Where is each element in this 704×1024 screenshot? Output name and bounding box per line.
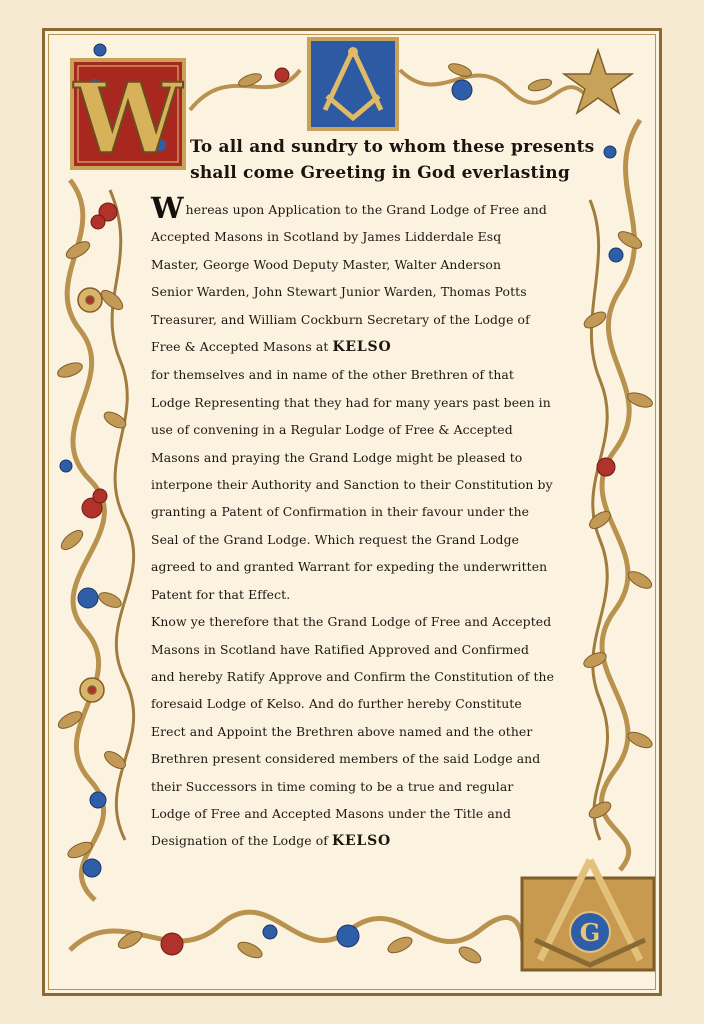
body-line-16: Know ye therefore that the Grand Lodge of Free and Accepted: [151, 614, 552, 630]
emblem-letter-g: G: [579, 918, 601, 947]
illuminated-initial-letter: W: [74, 62, 182, 175]
body-line-1-text: hereas upon Application to the Grand Lodge of Free and: [185, 202, 547, 217]
lodge-name: KELSO: [332, 339, 392, 356]
body-line-1: [151, 191, 571, 225]
body-line-6: [151, 333, 571, 361]
lodge-name-final: KELSO: [332, 833, 392, 850]
bottom-vine: [70, 912, 525, 950]
body-line-3: Master, George Wood Deputy Master, Walter Anderson: [151, 256, 502, 272]
square-compass-emblem-bottom: [522, 860, 654, 970]
body-line-7: for themselves and in name of the other Brethren of that: [151, 367, 514, 383]
body-line-19: foresaid Lodge of Kelso. And do further hereby Constitute: [151, 696, 522, 712]
left-vine-inner: [110, 190, 134, 840]
body-line-5: Treasurer, and William Cockburn Secretary of the Lodge of: [151, 311, 530, 327]
body-line-8: Lodge Representing that they had for many years past been in: [151, 394, 551, 410]
body-line-24: [151, 827, 571, 855]
body-line-6-text: Free & Accepted Masons at: [151, 339, 333, 355]
body-line-23: Lodge of Free and Accepted Masons under the Title and: [151, 805, 511, 821]
body-line-20: Erect and Appoint the Brethren above named and the other: [151, 723, 533, 739]
gold-star-emblem: [564, 50, 632, 113]
body-line-17: Masons in Scotland have Ratified Approved and Confirmed: [151, 641, 529, 657]
body-line-10: Masons and praying the Grand Lodge might be pleased to: [151, 449, 523, 465]
heading-line-1: To all and sundry to whom these presents: [190, 137, 595, 157]
body-line-18: and hereby Ratify Approve and Confirm the Constitution of the: [151, 668, 555, 684]
heading-line-2: shall come Greeting in God everlasting: [190, 163, 570, 183]
body-line-4: Senior Warden, John Stewart Junior Warden, Thomas Potts: [151, 284, 527, 300]
charter-body: [151, 191, 571, 856]
body-line-24-text: Designation of the Lodge of: [151, 833, 333, 849]
square-compass-emblem-top: [309, 39, 397, 129]
body-line-22: their Successors in time coming to be a true and regular: [151, 778, 514, 794]
body-line-13: Seal of the Grand Lodge. Which request the Grand Lodge: [151, 531, 520, 547]
body-line-11: interpone their Authority and Sanction to their Constitution by: [151, 477, 553, 493]
body-line-2: Accepted Masons in Scotland by James Lidderdale Esq: [151, 229, 502, 245]
charter-heading: [190, 134, 595, 186]
body-line-21: Brethren present considered members of the said Lodge and: [151, 751, 541, 767]
body-line-12: granting a Patent of Confirmation in their favour under the: [151, 504, 530, 520]
drop-cap: W: [151, 191, 184, 225]
body-line-14: agreed to and granted Warrant for expeding the underwritten: [151, 559, 548, 575]
body-line-9: use of convening in a Regular Lodge of Free & Accepted: [151, 422, 513, 438]
body-line-15: Patent for that Effect.: [151, 586, 291, 602]
